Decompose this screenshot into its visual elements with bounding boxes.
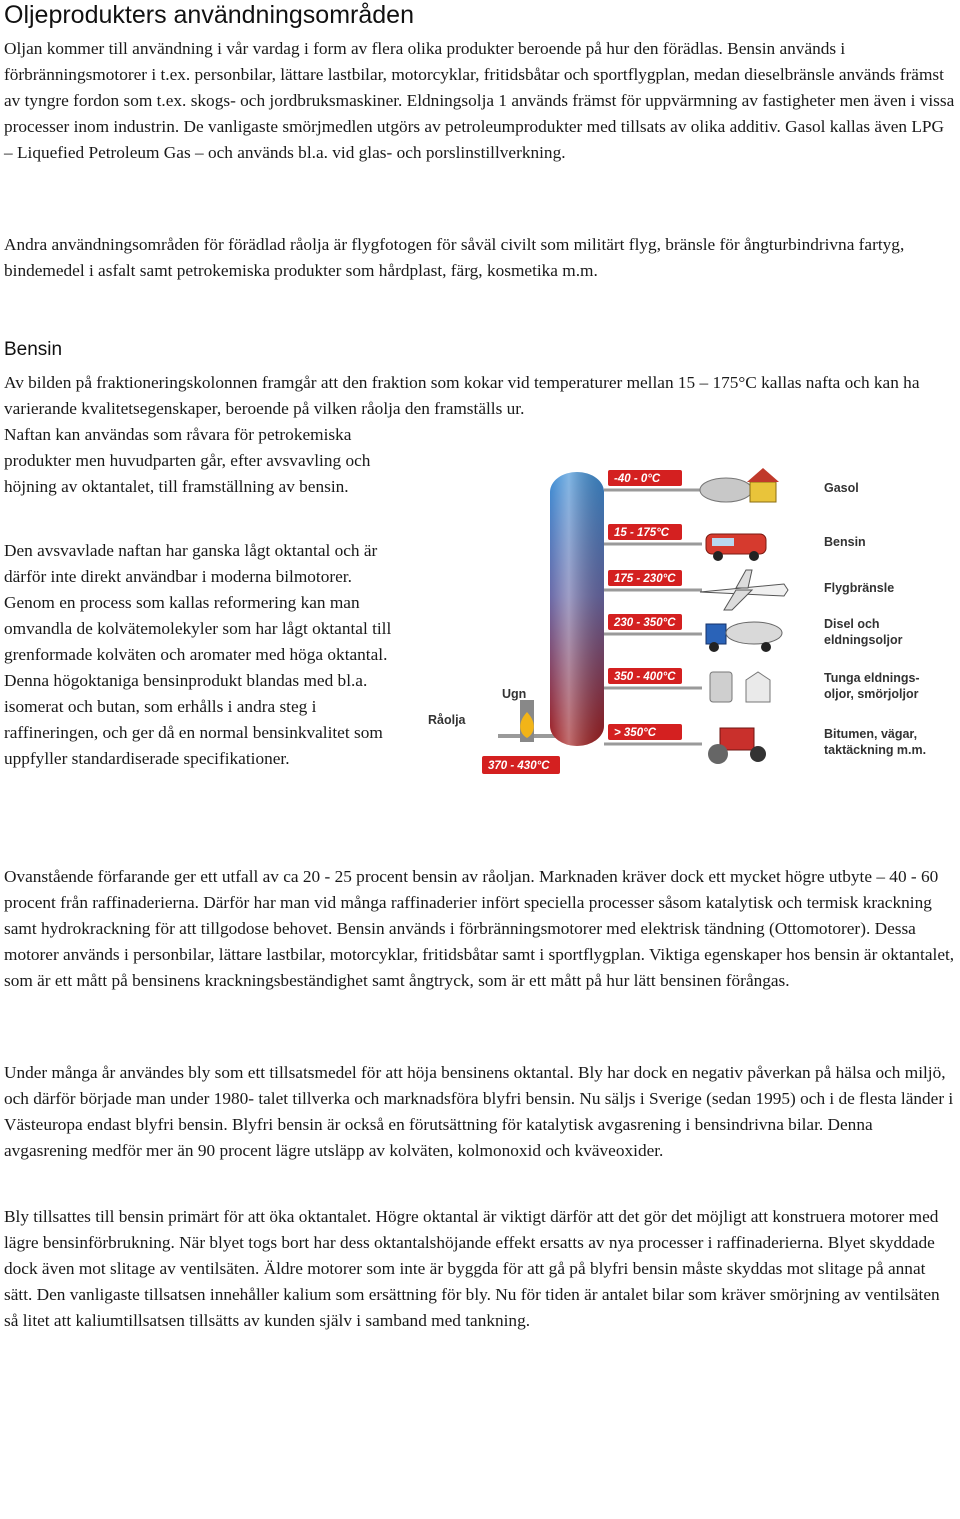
tanker-truck-icon bbox=[706, 622, 782, 652]
temperature-label: 175 - 230°C bbox=[614, 573, 676, 585]
furnace-label: Ugn bbox=[502, 687, 527, 701]
product-label: Gasol bbox=[824, 481, 859, 495]
fraction-row bbox=[604, 668, 920, 702]
temperature-label: > 350°C bbox=[614, 727, 657, 739]
furnace bbox=[520, 700, 534, 742]
gas-tank-house-icon bbox=[700, 468, 779, 502]
fraction-row bbox=[604, 524, 866, 561]
airplane-icon bbox=[700, 570, 788, 610]
fraction-rows bbox=[604, 468, 926, 764]
product-label: Tunga eldnings-oljor, smörjoljor bbox=[824, 671, 920, 701]
reforming-paragraph: Den avsvavlade naftan har ganska lågt oktantal och är därför inte direkt användbar i moderna bilmotorer. Genom en process som kallas reformering kan man omvandla de kolvätemolekyler som har lågt oktantal till grenformade kolväten och aromater med höga oktantal. Denna högoktaniga bensinprodukt blandas med bl.a. isomerat och butan, som erhålls i andra steg i raffineringen, och ger då en normal bensinkvalitet som uppfyller standardiserade specifikationer. bbox=[4, 541, 392, 768]
fraction-row bbox=[604, 614, 903, 652]
distillation-column bbox=[550, 472, 604, 746]
road-roller-icon bbox=[708, 728, 766, 764]
lead-additive-paragraph: Bly tillsattes till bensin primärt för att öka oktantalet. Högre oktantal är viktigt därför att det gör det möjligt att konstruera motorer med lägre bensinförbrukning. När blyet togs bort har dess oktantalshöjande effekt ersatts av nya processer i raffinaderierna. Blyet skyddade dock även mot slitage av ventilsäten. Äldre motorer som inte är byggda för att gå på blyfri bensin måste skyddas mot slitage på annat sätt. Den vanligaste tillsatsen innehåller kalium som ersättning för bly. Nu för tiden är antalet bilar som kräver smörjning av ventilsäten så litet att kaliumtillsatsen tillsätts av kunden själv i samband med tankning. bbox=[4, 1207, 940, 1330]
car-icon bbox=[706, 534, 766, 561]
product-label: Flygbränsle bbox=[824, 581, 895, 595]
feed-temp-label: 370 - 430°C bbox=[488, 760, 550, 772]
temperature-label: 230 - 350°C bbox=[614, 617, 676, 629]
temperature-label: 350 - 400°C bbox=[614, 671, 676, 683]
uses-paragraph: Andra användningsområden för förädlad råolja är flygfotogen för såväl civilt som militärt flyg, bränsle för ångturbindrivna fartyg, bindemedel i asfalt samt petrokemiska produkter som hårdplast, färg, kosmetika m.m. bbox=[4, 235, 905, 280]
crude-oil-label: Råolja bbox=[428, 713, 466, 727]
nafta-use-paragraph: Naftan kan användas som råvara för petrokemiska produkter men huvudparten går, efter avsvavling och höjning av oktantalet, till framställning av bensin. bbox=[4, 425, 371, 496]
product-label: Bitumen, vägar, taktäckning m.m. bbox=[824, 727, 927, 757]
fraction-row bbox=[604, 468, 859, 502]
temperature-label: -40 - 0°C bbox=[614, 473, 661, 485]
nafta-paragraph: Av bilden på fraktioneringskolonnen framgår att den fraktion som kokar vid temperaturer mellan 15 – 175°C kallas nafta och kan ha varierande kvalitetsegenskaper, beroende på vilken råolja den framställs ur. bbox=[4, 373, 920, 418]
fraction-row bbox=[604, 724, 926, 764]
page-title: Oljeprodukters användningsområden bbox=[4, 1, 414, 29]
fraction-row bbox=[604, 570, 894, 610]
intro-paragraph: Oljan kommer till användning i vår vardag i form av flera olika produkter beroende på hur den förädlas. Bensin används i förbränningsmotorer i t.ex. personbilar, lättare lastbilar, motorcyklar, fritidsbåtar och sportflygplan, medan dieselbränsle används främst av tyngre fordon som t.ex. skogs- och jordbruksmaskiner. Eldningsolja 1 används främst för uppvärmning av fastigheter men även i vissa processer inom industrin. De vanligaste smörjmedlen utgörs av petroleumprodukter med tillsats av olika additiv. Gasol kallas även LPG – Liquefied Petroleum Gas – och används bl.a. vid glas- och porslinstillverkning. bbox=[4, 39, 955, 162]
lead-history-paragraph: Under många år användes bly som ett tillsatsmedel för att höja bensinens oktantal. Bly har dock en negativ påverkan på hälsa och miljö, och därför började man under 1980- talet tillverka och marknadsföra blyfri bensin. Nu säljs i Sverige (sedan 1995) och i de flesta länder i Västeuropa endast blyfri bensin. Blyfri bensin är också en förutsättning för katalytisk avgasrening i bensindrivna bilar. Denna avgasrening medför mer än 90 procent lägre utsläpp av kolväten, kolmonoxid och kväveoxider. bbox=[4, 1063, 954, 1160]
fractionation-column-diagram bbox=[424, 462, 960, 782]
temperature-label: 15 - 175°C bbox=[614, 527, 670, 539]
product-label: Bensin bbox=[824, 535, 866, 549]
yield-paragraph: Ovanstående förfarande ger ett utfall av ca 20 - 25 procent bensin av råoljan. Marknaden kräver dock ett mycket högre utbyte – 40 - 60 procent från raffinaderierna. Därför har man vid många raffinaderier infört speciella processer såsom katalytisk och termisk krackning samt hydrokrackning för att tillgodose behovet. Bensin används i förbränningsmotorer med elektrisk tändning (Ottomotorer). Dessa motorer används i personbilar, lättare lastbilar, motorcyklar, fritidsbåtar samt i sportflygplan. Viktiga egenskaper hos bensin är oktantalet, som är ett mått på bensinens krackningsbeständighet samt ångtryck, som är ett mått på hur lätt bensinen förångas. bbox=[4, 867, 955, 990]
oil-barrel-can-icon bbox=[710, 672, 770, 702]
section-heading-bensin: Bensin bbox=[4, 339, 63, 360]
feed-temp-tag bbox=[482, 756, 560, 774]
product-label: Disel och eldningsoljor bbox=[824, 617, 903, 647]
